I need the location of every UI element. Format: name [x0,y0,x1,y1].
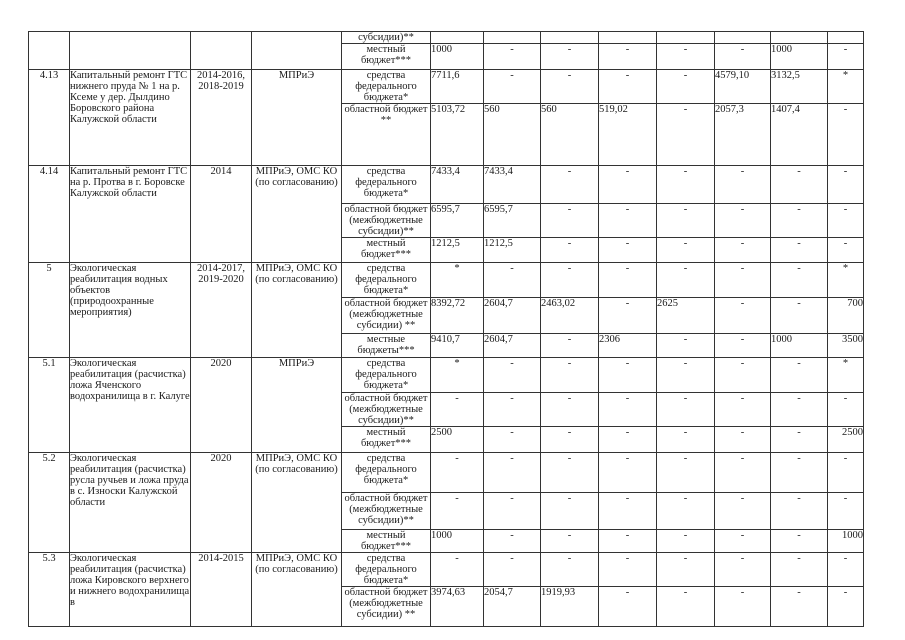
year-amount-cell: - [657,453,715,493]
funding-source: областной бюджет (межбюджетные субсидии) ** [342,298,431,334]
years-cell: 2020 [191,453,252,553]
year-amount-cell: 6595,7 [484,204,541,238]
year-amount-cell: - [657,358,715,393]
year-amount-cell: - [484,44,541,70]
row-number: 4.13 [29,70,70,166]
year-amount-cell: - [657,587,715,627]
row-number: 5.2 [29,453,70,553]
year-amount-cell [771,32,828,44]
funding-source: областной бюджет (межбюджетные субсидии)** [342,493,431,530]
table-row [29,263,864,298]
row-number [29,32,70,70]
year-amount-cell: - [541,427,599,453]
year-amount-cell: - [541,358,599,393]
measure-name: Экологическая реабилитация (расчистка) русла ручьев и ложа пруда в с. Износки Калужской области [70,453,191,553]
year-amount-cell: - [771,393,828,427]
funding-source: областной бюджет ** [342,104,431,166]
year-amount-cell: - [771,298,828,334]
year-amount-cell: - [657,263,715,298]
funding-source: средства федерального бюджета* [342,358,431,393]
year-amount-cell [599,32,657,44]
total-amount-cell: 5103,72 [431,104,484,166]
year-amount-cell: - [541,553,599,587]
year-amount-cell: - [541,70,599,104]
funding-source: местный бюджет*** [342,44,431,70]
year-amount-cell: - [484,358,541,393]
year-amount-cell: 2625 [657,298,715,334]
measure-name: Капитальный ремонт ГТС нижнего пруда № 1 на р. Ксеме у дер. Дылдино Боровского района Калужской области [70,70,191,166]
total-amount-cell: 1000 [431,530,484,553]
table-row [29,358,864,393]
years-cell: 2020 [191,358,252,453]
year-amount-cell: - [715,493,771,530]
year-amount-cell: - [541,238,599,263]
year-amount-cell: - [771,427,828,453]
total-amount-cell: - [431,393,484,427]
funding-source: средства федерального бюджета* [342,453,431,493]
year-amount-cell: - [599,453,657,493]
year-amount-cell: - [771,263,828,298]
year-amount-cell: - [657,104,715,166]
total-amount-cell: 6595,7 [431,204,484,238]
total-amount-cell: 1000 [431,44,484,70]
year-amount-cell: - [541,44,599,70]
year-amount-cell: 7433,4 [484,166,541,204]
year-amount-cell: - [828,393,864,427]
total-amount-cell: 7711,6 [431,70,484,104]
year-amount-cell: 1000 [771,44,828,70]
year-amount-cell [541,32,599,44]
measure-name: Капитальный ремонт ГТС на р. Протва в г. Боровске Калужской области [70,166,191,263]
year-amount-cell: - [771,166,828,204]
funding-source: областной бюджет (межбюджетные субсидии) ** [342,587,431,627]
total-amount-cell: 7433,4 [431,166,484,204]
year-amount-cell: - [599,238,657,263]
year-amount-cell: - [484,453,541,493]
year-amount-cell: 3132,5 [771,70,828,104]
year-amount-cell: 700 [828,298,864,334]
year-amount-cell: 2463,02 [541,298,599,334]
year-amount-cell: - [484,530,541,553]
year-amount-cell: - [657,334,715,358]
year-amount-cell: * [828,70,864,104]
year-amount-cell: - [771,493,828,530]
total-amount-cell: 1212,5 [431,238,484,263]
year-amount-cell: - [828,44,864,70]
total-amount-cell: * [431,358,484,393]
funding-source: областной бюджет (межбюджетные субсидии)** [342,204,431,238]
year-amount-cell: - [599,44,657,70]
executor-cell: МПРиЭ [252,358,342,453]
year-amount-cell: - [657,70,715,104]
year-amount-cell: - [599,166,657,204]
total-amount-cell: - [431,453,484,493]
total-amount-cell: 3974,63 [431,587,484,627]
executor-cell: МПРиЭ, ОМС КО (по согласованию) [252,166,342,263]
funding-source: местные бюджеты*** [342,334,431,358]
year-amount-cell: 2500 [828,427,864,453]
year-amount-cell: - [828,493,864,530]
year-amount-cell: - [599,204,657,238]
years-cell [191,32,252,70]
funding-source: средства федерального бюджета* [342,70,431,104]
executor-cell [252,32,342,70]
row-number: 5.3 [29,553,70,627]
year-amount-cell: - [828,453,864,493]
funding-source: средства федерального бюджета* [342,553,431,587]
year-amount-cell: - [715,334,771,358]
year-amount-cell: 2054,7 [484,587,541,627]
year-amount-cell: - [484,493,541,530]
funding-source: местный бюджет*** [342,427,431,453]
year-amount-cell: - [657,238,715,263]
year-amount-cell: - [715,358,771,393]
total-amount-cell: - [431,493,484,530]
year-amount-cell: - [828,104,864,166]
years-cell: 2014-2016, 2018-2019 [191,70,252,166]
year-amount-cell: - [715,298,771,334]
year-amount-cell: - [828,204,864,238]
funding-source: местный бюджет*** [342,530,431,553]
year-amount-cell [715,32,771,44]
year-amount-cell: - [599,553,657,587]
year-amount-cell: - [599,427,657,453]
year-amount-cell: - [715,587,771,627]
year-amount-cell: - [541,263,599,298]
measure-name [70,32,191,70]
year-amount-cell: - [484,70,541,104]
year-amount-cell: - [599,263,657,298]
year-amount-cell: - [484,553,541,587]
year-amount-cell: - [657,166,715,204]
year-amount-cell: - [828,553,864,587]
total-amount-cell: 2500 [431,427,484,453]
year-amount-cell: 1407,4 [771,104,828,166]
year-amount-cell: * [828,358,864,393]
year-amount-cell: - [484,427,541,453]
year-amount-cell: - [715,393,771,427]
year-amount-cell: - [541,166,599,204]
year-amount-cell: - [771,553,828,587]
total-amount-cell [431,32,484,44]
table-row [29,453,864,493]
table-row [29,32,864,44]
year-amount-cell: - [715,263,771,298]
year-amount-cell: - [599,587,657,627]
year-amount-cell: 560 [484,104,541,166]
total-amount-cell: 8392,72 [431,298,484,334]
row-number: 5 [29,263,70,358]
funding-source: областной бюджет (межбюджетные субсидии)** [342,393,431,427]
year-amount-cell: - [541,530,599,553]
year-amount-cell: - [828,238,864,263]
measure-name: Экологическая реабилитация (расчистка) ложа Яченского водохранилища в г. Калуге [70,358,191,453]
year-amount-cell: - [715,204,771,238]
year-amount-cell: - [599,70,657,104]
year-amount-cell [657,32,715,44]
year-amount-cell: 3500 [828,334,864,358]
year-amount-cell: - [771,238,828,263]
year-amount-cell: - [657,553,715,587]
year-amount-cell: - [828,587,864,627]
year-amount-cell: - [715,530,771,553]
year-amount-cell: 2057,3 [715,104,771,166]
year-amount-cell: * [828,263,864,298]
executor-cell: МПРиЭ [252,70,342,166]
year-amount-cell: 560 [541,104,599,166]
year-amount-cell: - [771,530,828,553]
funding-source: средства федерального бюджета* [342,263,431,298]
total-amount-cell: - [431,553,484,587]
year-amount-cell: - [657,493,715,530]
year-amount-cell: - [657,530,715,553]
row-number: 5.1 [29,358,70,453]
year-amount-cell: 2604,7 [484,334,541,358]
year-amount-cell: - [599,298,657,334]
funding-source: субсидии)** [342,32,431,44]
year-amount-cell: - [715,427,771,453]
year-amount-cell: - [715,44,771,70]
table-row [29,70,864,104]
year-amount-cell: - [657,204,715,238]
year-amount-cell: - [599,530,657,553]
year-amount-cell: - [715,166,771,204]
year-amount-cell: - [715,453,771,493]
row-number: 4.14 [29,166,70,263]
year-amount-cell: - [484,263,541,298]
total-amount-cell: 9410,7 [431,334,484,358]
year-amount-cell: - [771,358,828,393]
year-amount-cell [828,32,864,44]
year-amount-cell: - [484,393,541,427]
year-amount-cell: - [541,493,599,530]
year-amount-cell: 1000 [771,334,828,358]
funding-source: средства федерального бюджета* [342,166,431,204]
year-amount-cell: - [715,553,771,587]
total-amount-cell: * [431,263,484,298]
year-amount-cell: 519,02 [599,104,657,166]
year-amount-cell: 1919,93 [541,587,599,627]
year-amount-cell: - [541,204,599,238]
funding-source: местный бюджет*** [342,238,431,263]
year-amount-cell: - [715,238,771,263]
year-amount-cell: - [657,427,715,453]
year-amount-cell: - [599,358,657,393]
year-amount-cell: 2306 [599,334,657,358]
table-row [29,166,864,204]
years-cell: 2014 [191,166,252,263]
year-amount-cell: 4579,10 [715,70,771,104]
year-amount-cell: 1000 [828,530,864,553]
executor-cell: МПРиЭ, ОМС КО (по согласованию) [252,263,342,358]
year-amount-cell: - [541,453,599,493]
year-amount-cell: 1212,5 [484,238,541,263]
year-amount-cell: - [657,44,715,70]
year-amount-cell: - [828,166,864,204]
year-amount-cell: - [657,393,715,427]
budget-table [28,31,864,627]
year-amount-cell: - [541,393,599,427]
year-amount-cell: - [541,334,599,358]
year-amount-cell: - [771,204,828,238]
year-amount-cell [484,32,541,44]
years-cell: 2014-2017, 2019-2020 [191,263,252,358]
year-amount-cell: - [599,393,657,427]
measure-name: Экологическая реабилитация водных объектов (природоохранные мероприятия) [70,263,191,358]
table-row [29,553,864,587]
year-amount-cell: - [599,493,657,530]
years-cell: 2014-2015 [191,553,252,627]
year-amount-cell: 2604,7 [484,298,541,334]
measure-name: Экологическая реабилитация (расчистка) ложа Кировского верхнего и нижнего водохранилища в [70,553,191,627]
executor-cell: МПРиЭ, ОМС КО (по согласованию) [252,453,342,553]
year-amount-cell: - [771,587,828,627]
executor-cell: МПРиЭ, ОМС КО (по согласованию) [252,553,342,627]
year-amount-cell: - [771,453,828,493]
